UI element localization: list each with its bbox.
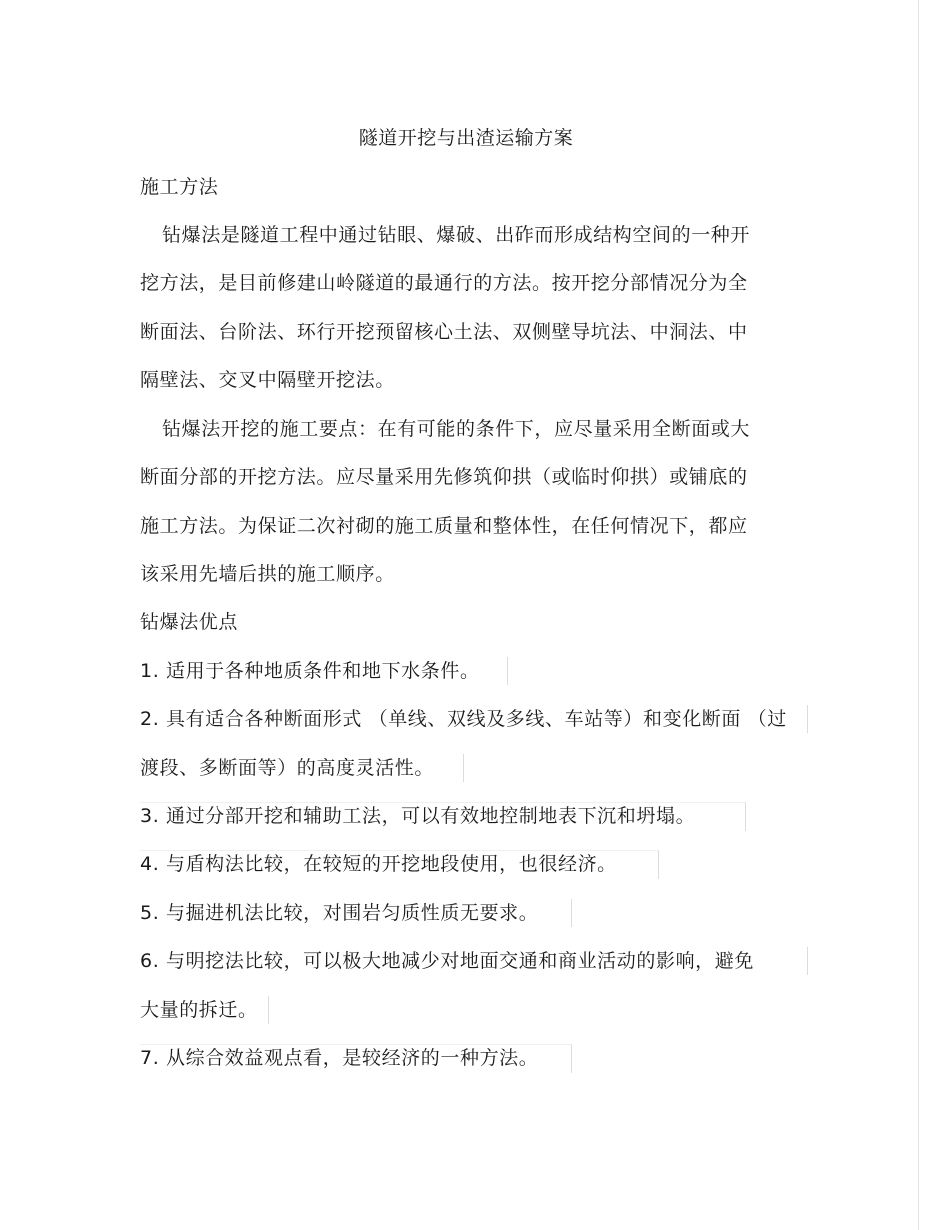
advantage-item-6-line-1: 6. 与明挖法比较，可以极大地减少对地面交通和商业活动的影响，避免 [140,950,754,972]
advantage-item-2-line-2: 渡段、多断面等）的高度灵活性。 [140,757,435,779]
paragraph-1-line-3: 断面法、台阶法、环行开挖预留核心土法、双侧壁导坑法、中洞法、中 [140,321,748,343]
advantage-item-3: 3. 通过分部开挖和辅助工法，可以有效地控制地表下沉和坍塌。 [140,805,696,827]
paragraph-2-line-2: 断面分部的开挖方法。应尽量采用先修筑仰拱（或临时仰拱）或铺底的 [140,466,748,488]
advantage-item-2-line-1: 2. 具有适合各种断面形式 （单线、双线及多线、车站等）和变化断面 （过 [140,708,787,730]
advantage-item-6-line-2: 大量的拆迁。 [140,999,258,1021]
paragraph-2-line-4: 该采用先墙后拱的施工顺序。 [140,563,395,585]
paragraph-1-line-4: 隔壁法、交叉中隔壁开挖法。 [140,369,395,391]
advantage-item-1: 1. 适用于各种地质条件和地下水条件。 [140,660,480,682]
paragraph-2-line-3: 施工方法。为保证二次衬砌的施工质量和整体性，在任何情况下，都应 [140,515,748,537]
advantage-item-5: 5. 与掘进机法比较，对围岩匀质性质无要求。 [140,902,539,924]
paragraph-2-line-1: 钻爆法开挖的施工要点：在有可能的条件下，应尽量采用全断面或大 [162,418,751,440]
paragraph-1-line-2: 挖方法，是目前修建山岭隧道的最通行的方法。按开挖分部情况分为全 [140,272,748,294]
paragraph-1-line-1: 钻爆法是隧道工程中通过钻眼、爆破、出砟而形成结构空间的一种开 [162,224,751,246]
advantage-item-4: 4. 与盾构法比较，在较短的开挖地段使用，也很经济。 [140,853,617,875]
advantage-item-7: 7. 从综合效益观点看，是较经济的一种方法。 [140,1047,539,1069]
section-heading-construction-method: 施工方法 [140,176,219,198]
section-heading-advantages: 钻爆法优点 [140,611,239,633]
document-title: 隧道开挖与出渣运输方案 [358,127,574,149]
